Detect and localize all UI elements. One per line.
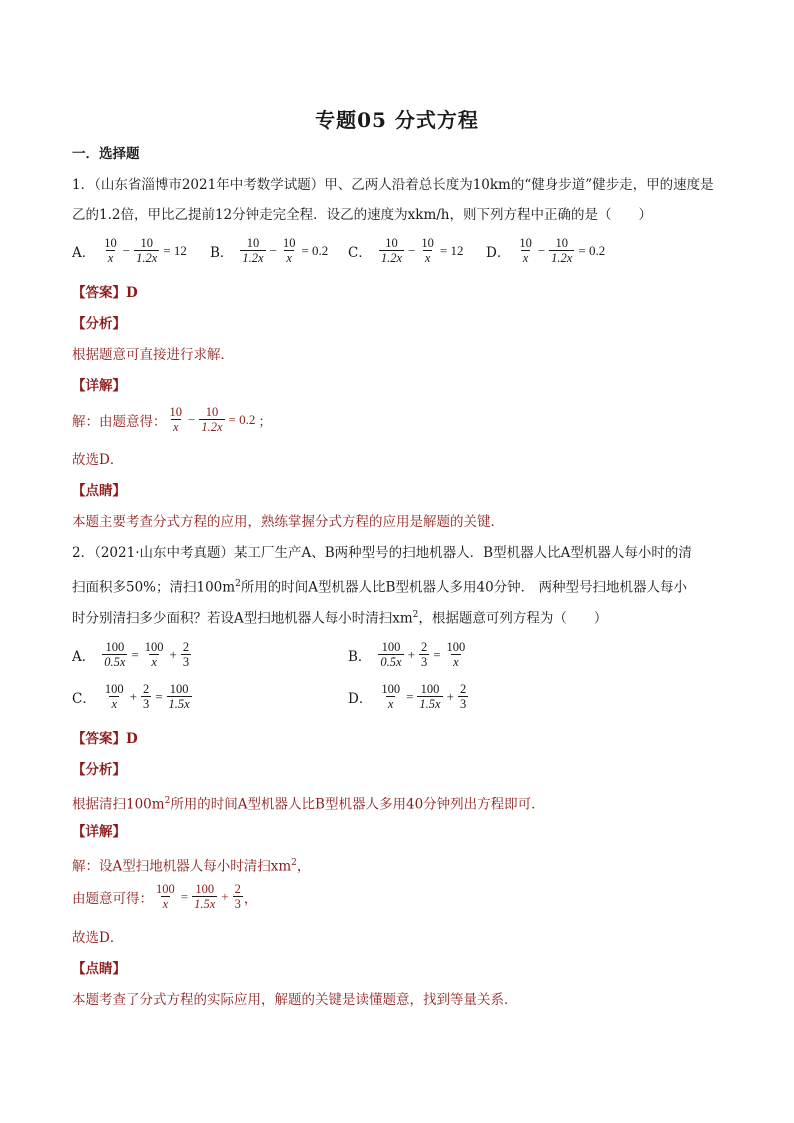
q2-detail-equation: 由题意可得： $\frac{100}{x}$ = $\frac{100}{1.5x}$ + $\frac{2}{3}$ ，	[72, 882, 258, 911]
q2-option-d: D． $\frac{100}{x}$ = $\frac{100}{1.5x}$ + $\frac{2}{3}$	[348, 682, 467, 711]
q1-text-line1: 1．（山东省淄博市2021年中考数学试题）甲、乙两人沿着总长度为10km的“健身步道”健步走，甲的速度是	[72, 177, 714, 193]
q2-comment: 本题考查了分式方程的实际应用，解题的关键是读懂题意，找到等量关系．	[72, 992, 518, 1008]
q2-analysis-tag: 【分析】	[72, 762, 126, 778]
q1-detail-tag: 【详解】	[72, 378, 126, 394]
q1-text-line2: 乙的1.2倍，甲比乙提前12分钟走完全程．设乙的速度为xkm/h，则下列方程中正确的是（ ）	[72, 207, 652, 223]
q1-option-c: C． $\frac{10}{1.2x}$ − $\frac{10}{x}$ = 12	[348, 236, 464, 265]
q1-detail-equation: 解：由题意得： $\frac{10}{x}$ − $\frac{10}{1.2x}$ = 0.2 ；	[72, 405, 272, 434]
section-heading: 一．选择题	[72, 146, 140, 162]
q1-option-b: B． $\frac{10}{1.2x}$ − $\frac{10}{x}$ = 0.2	[210, 236, 329, 265]
q1-comment: 本题主要考查分式方程的应用，熟练掌握分式方程的应用是解题的关键．	[72, 514, 504, 530]
q2-analysis: 根据清扫$100m^2$所用的时间A型机器人比B型机器人多用40分钟列出方程即可．	[72, 796, 545, 813]
q2-choose: 故选D．	[72, 930, 124, 946]
q1-analysis: 根据题意可直接进行求解．	[72, 347, 234, 363]
page-title: 专题05 分式方程	[315, 108, 479, 132]
q1-option-a: A． $\frac{10}{x}$ − $\frac{10}{1.2x}$ = 12	[72, 236, 187, 265]
q2-option-a: A． $\frac{100}{0.5x}$ = $\frac{100}{x}$ + $\frac{2}{3}$	[72, 640, 190, 669]
q2-text-line3: 时分别清扫多少面积？若设A型扫地机器人每小时清扫$xm^2$，根据题意可列方程为（ ）	[72, 610, 608, 627]
q2-detail-line1: 解：设A型扫地机器人每小时清扫$xm^2$，	[72, 858, 311, 875]
q1-comment-tag: 【点睛】	[72, 483, 126, 499]
q2-text-line1: 2．（2021·山东中考真题）某工厂生产A、B两种型号的扫地机器人．B型机器人比A型机器人每小时的清	[72, 545, 692, 561]
q2-detail-tag: 【详解】	[72, 824, 126, 840]
q2-comment-tag: 【点睛】	[72, 961, 126, 977]
q1-analysis-tag: 【分析】	[72, 316, 126, 332]
q2-option-b: B． $\frac{100}{0.5x}$ + $\frac{2}{3}$ = $\frac{100}{x}$	[348, 640, 466, 669]
q2-text-line2: 扫面积多50%；清扫$100m^2$所用的时间A型机器人比B型机器人多用40分钟． 两种型号扫地机器人每小	[72, 579, 687, 596]
q2-answer: 【答案】D	[72, 731, 138, 747]
q1-option-d: D． $\frac{10}{x}$ − $\frac{10}{1.2x}$ = 0.2	[486, 236, 606, 265]
q1-choose: 故选D．	[72, 452, 124, 468]
q1-answer: 【答案】D	[72, 285, 138, 301]
q2-option-c: C． $\frac{100}{x}$ + $\frac{2}{3}$ = $\frac{100}{1.5x}$	[72, 682, 190, 711]
